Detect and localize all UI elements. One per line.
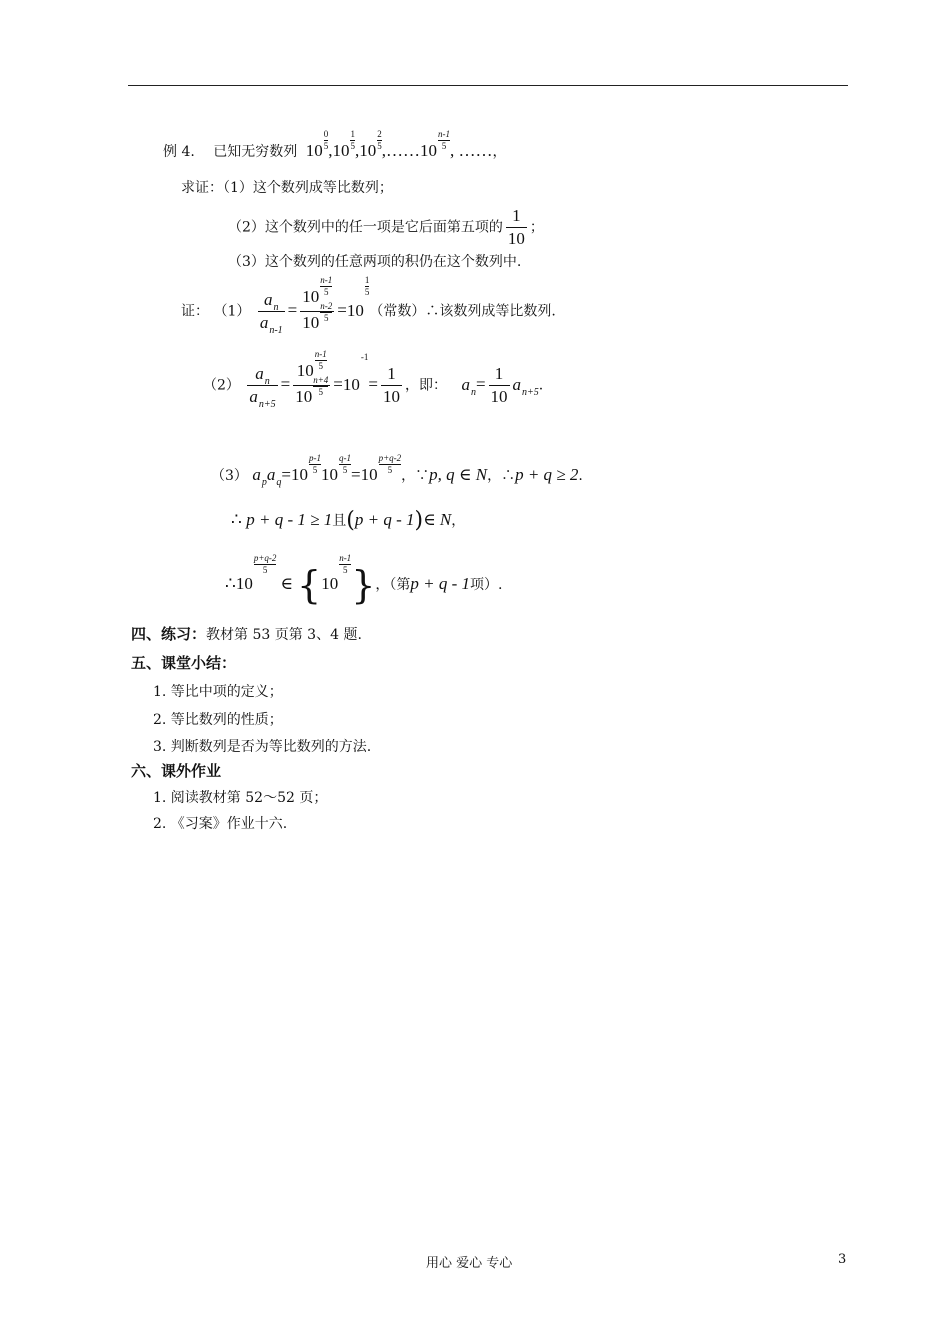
pq1-expr: p + q - 1 [354,510,415,529]
seq-term-0: 10 $\frac{0}{5}$ [305,129,329,160]
and-word: 且 [332,513,347,529]
pq-in-N: p, q ∈ N [429,465,488,484]
homework-item: 1. 阅读教材第 52～52 页； [153,790,328,806]
line-5-end: 项）. [470,577,503,593]
seq-comma: , [328,141,333,160]
equals: = [280,374,291,394]
equals: = [287,300,298,320]
section-5-title-text: 五、课堂小结： [131,654,237,672]
left-brace: { [297,563,322,607]
fraction-one-tenth: $\frac{1}{10}$ [507,206,525,248]
prove-item-1: （1）这个数列成等比数列； [223,180,393,196]
step-2-end: . [538,377,544,394]
step-tag: （1） [213,303,251,320]
seq-comma: , [381,141,386,160]
seq-term-1: 10 $\frac{1}{5}$ [332,129,355,160]
section-6-title [131,764,221,779]
step-tag: （3） [211,468,248,484]
equals: = [333,374,343,394]
set-element: 10 $\frac{n-1}{5}$ [321,553,352,593]
step-1-note: （常数）∴该数列成等比数列. [369,303,556,320]
section-4 [131,627,362,642]
equals: = [368,374,378,394]
period: . [578,468,583,484]
equals: = [475,374,486,394]
line-5-mid: ，（第 [375,577,411,593]
summary-item: 2. 等比数列的性质； [153,712,283,728]
step-tag: （2） [203,377,240,394]
footer-motto: 用心 爱心 专心 [426,1256,513,1271]
pq1-index: p + q - 1 [410,574,471,593]
prove-item-2: （2）这个数列中的任一项是它后面第五项的 [228,219,503,236]
seq-comma: , [354,141,360,160]
section-4-title: 四、练习： [131,625,207,643]
power-pq-2: 10 $\frac{p+q-2}{5}$ [235,553,277,593]
proof-step-1 [181,275,556,336]
therefore-sign: ∴ [231,510,242,529]
in-N: ∈ N [423,510,452,529]
prove-line-2 [228,207,544,248]
term-an5: $a_{n+5}$ [512,374,539,398]
homework-item: 2. 《习案》作业十六. [153,816,288,832]
proof-label: 证： [181,303,209,320]
term-an: $a_n$ [461,374,476,398]
prove-item-2-end: ； [529,219,544,236]
section-5-title [131,656,236,671]
example-label: 例 4. [163,144,195,160]
example-line [163,129,507,163]
header-rule [128,85,848,86]
summary-item: 3. 判断数列是否为等比数列的方法. [153,739,372,755]
step-2-mid: ，即： [404,377,447,394]
proof-step-3-line-3 [225,553,503,607]
product-apaq: $a_pa_q$ [252,465,282,488]
prove-line-1 [181,181,393,195]
power-pq: 10 $\frac{p+q-2}{5}$ [360,453,402,484]
ratio-an-an1: $\frac{a_n}{a_{n-1}}$ [259,290,283,336]
power-neg-one: 10-1 [342,352,369,394]
ratio-powers-2: 10 $\frac{n-1}{5}$ 10 $\frac{n+4}{5}$ [295,349,329,406]
fraction-one-tenth-3: $\frac{1}{10}$ [490,364,508,406]
ratio-powers: 10 $\frac{n-1}{5}$ 10 $\frac{n-2}{5}$ [302,275,333,332]
equals: = [281,465,291,484]
section-4-text: 教材第 53 页第 3、4 题. [206,627,362,643]
seq-end: ， [492,144,507,160]
example-intro: 已知无穷数列 [213,144,298,160]
power-q: 10 $\frac{q-1}{5}$ [320,453,351,484]
because-sign: ，∵ [401,468,430,484]
summary-item: 1. 等比中项的定义； [153,684,283,700]
right-brace: } [351,563,376,607]
fraction-one-tenth-2: $\frac{1}{10}$ [382,364,400,406]
prove-item-3: （3）这个数列的任意两项的积仍在这个数列中. [228,254,522,270]
power-p: 10 $\frac{p-1}{5}$ [290,453,321,484]
seq-term-2: 10 $\frac{2}{5}$ [359,129,382,160]
seq-tail: , …… [449,141,493,160]
in-sign: ∈ [280,574,293,593]
equals: = [350,465,361,484]
page-number: 3 [838,1252,847,1267]
equals: = [337,300,347,320]
ratio-an-an5: $\frac{a_n}{a_{n+5}}$ [249,364,276,410]
section-6-title-text: 六、课外作业 [131,762,222,780]
line-end: ， [451,513,466,529]
pq-ge-2: p + q ≥ 2 [515,465,579,484]
therefore-sign: ，∴ [487,468,516,484]
prove-label: 求证： [181,180,223,196]
seq-ellipsis: …… [385,141,420,160]
power-one-fifth: 10 $\frac{1}{5}$ [346,275,370,320]
prove-line-3 [228,255,521,269]
seq-term-n: 10 $\frac{n-1}{5}$ [419,129,450,160]
therefore-sign: ∴ [225,574,236,593]
pq1-ge-1: p + q - 1 ≥ 1 [246,510,333,529]
proof-step-2 [203,349,544,410]
proof-step-3 [211,453,583,488]
proof-step-3-line-2: ∴ p + q - 1 ≥ 1且(p + q - 1)∈ N， [231,508,466,533]
